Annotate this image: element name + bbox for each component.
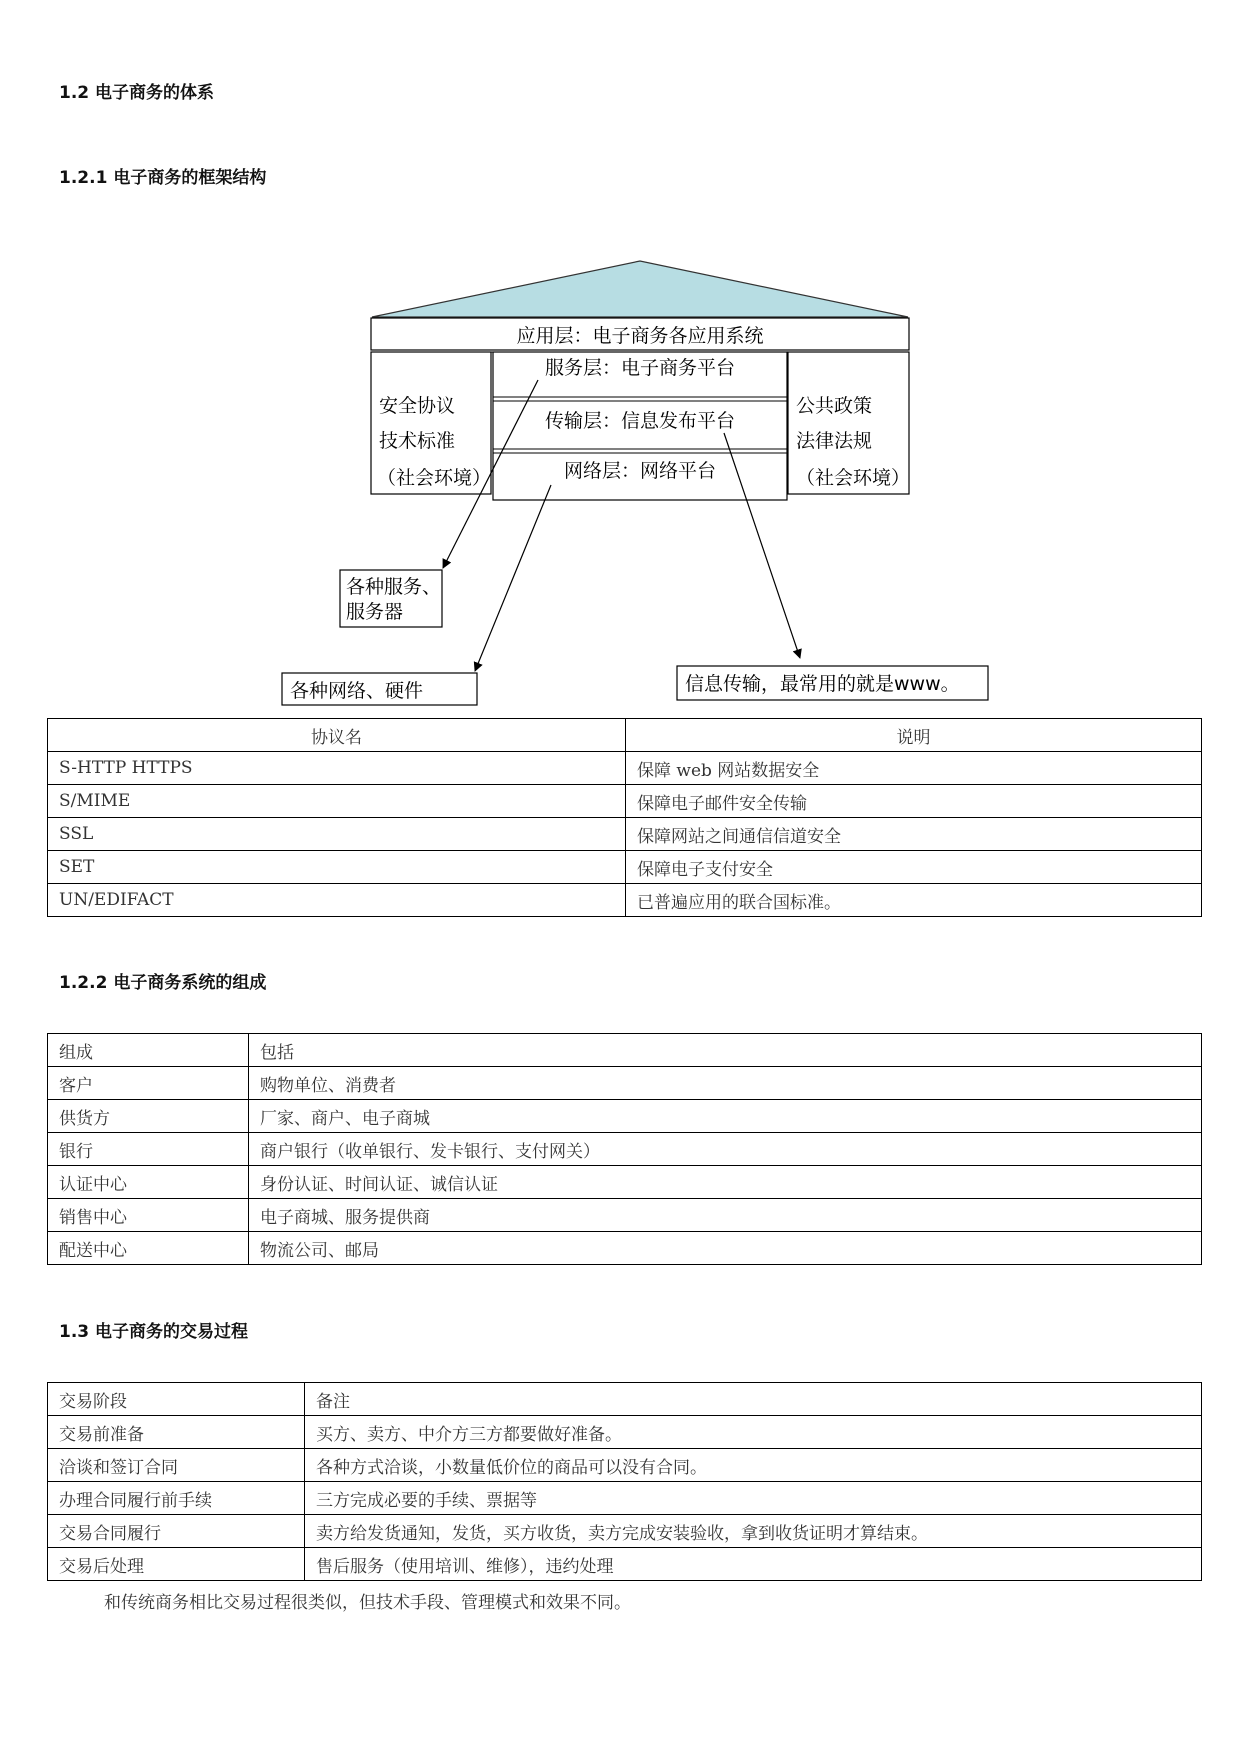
cell-remark: 备注 xyxy=(305,1383,1202,1416)
heading-1-2-2: 1.2.2 电子商务系统的组成 xyxy=(59,973,267,993)
cell-stage: 办理合同履行前手续 xyxy=(48,1482,305,1515)
cell-component: 供货方 xyxy=(48,1100,249,1133)
cell-remark: 卖方给发货通知，发货，买方收货，卖方完成安装验收，拿到收货证明才算结束。 xyxy=(305,1515,1202,1548)
protocol-table xyxy=(47,718,1202,917)
table-header-row xyxy=(48,719,1202,752)
cell-protocol: S/MIME xyxy=(48,785,626,818)
cell-includes: 购物单位、消费者 xyxy=(249,1067,1202,1100)
table-row xyxy=(48,884,1202,917)
cell-stage: 洽谈和签订合同 xyxy=(48,1449,305,1482)
table-row xyxy=(48,1548,1202,1581)
table-row xyxy=(48,1133,1202,1166)
table-row xyxy=(48,851,1202,884)
table-row xyxy=(48,1166,1202,1199)
cell-remark: 售后服务（使用培训、维修），违约处理 xyxy=(305,1548,1202,1581)
cell-component: 组成 xyxy=(48,1034,249,1067)
table-row xyxy=(48,1515,1202,1548)
composition-table xyxy=(47,1033,1202,1265)
service-layer-label: 服务层：电子商务平台 xyxy=(544,357,736,379)
cell-includes: 身份认证、时间认证、诚信认证 xyxy=(249,1166,1202,1199)
right-side-line-3: （社会环境） xyxy=(796,467,911,489)
cell-protocol: S-HTTP HTTPS xyxy=(48,752,626,785)
right-side-line-1: 公共政策 xyxy=(796,395,873,417)
table-row xyxy=(48,818,1202,851)
arrow-to-network xyxy=(475,485,551,671)
cell-description: 保障电子支付安全 xyxy=(626,851,1202,884)
services-box-line-2: 服务器 xyxy=(346,601,404,623)
cell-protocol: SSL xyxy=(48,818,626,851)
table-row xyxy=(48,1449,1202,1482)
transport-layer-label: 传输层：信息发布平台 xyxy=(544,410,736,432)
cell-protocol: SET xyxy=(48,851,626,884)
framework-diagram xyxy=(0,0,1241,720)
table-row xyxy=(48,1383,1202,1416)
cell-stage: 交易合同履行 xyxy=(48,1515,305,1548)
network-layer-label: 网络层：网络平台 xyxy=(563,460,717,482)
heading-1-2-1: 1.2.1 电子商务的框架结构 xyxy=(59,168,267,188)
header-description: 说明 xyxy=(626,719,1202,752)
closing-note: 和传统商务相比交易过程很类似，但技术手段、管理模式和效果不同。 xyxy=(104,1593,631,1613)
cell-includes: 电子商城、服务提供商 xyxy=(249,1199,1202,1232)
cell-includes: 厂家、商户、电子商城 xyxy=(249,1100,1202,1133)
table-row xyxy=(48,1232,1202,1265)
table-row xyxy=(48,1199,1202,1232)
cell-description: 保障网站之间通信信道安全 xyxy=(626,818,1202,851)
cell-includes: 商户银行（收单银行、发卡银行、支付网关） xyxy=(249,1133,1202,1166)
roof-triangle xyxy=(372,261,908,317)
cell-stage: 交易后处理 xyxy=(48,1548,305,1581)
table-row xyxy=(48,1416,1202,1449)
left-side-line-2: 技术标准 xyxy=(379,430,456,452)
cell-component: 认证中心 xyxy=(48,1166,249,1199)
cell-description: 保障 web 网站数据安全 xyxy=(626,752,1202,785)
table-row xyxy=(48,1482,1202,1515)
cell-stage: 交易阶段 xyxy=(48,1383,305,1416)
left-side-line-1: 安全协议 xyxy=(379,395,456,417)
left-side-line-3: （社会环境） xyxy=(377,467,492,489)
header-protocol: 协议名 xyxy=(48,719,626,752)
table-row xyxy=(48,1067,1202,1100)
heading-1-3: 1.3 电子商务的交易过程 xyxy=(59,1322,249,1342)
table-row xyxy=(48,752,1202,785)
cell-component: 银行 xyxy=(48,1133,249,1166)
cell-description: 已普遍应用的联合国标准。 xyxy=(626,884,1202,917)
table-row xyxy=(48,1034,1202,1067)
services-box-line-1: 各种服务、 xyxy=(346,576,442,598)
application-layer-label: 应用层：电子商务各应用系统 xyxy=(516,325,764,347)
cell-includes: 包括 xyxy=(249,1034,1202,1067)
cell-remark: 三方完成必要的手续、票据等 xyxy=(305,1482,1202,1515)
table-row xyxy=(48,1100,1202,1133)
cell-remark: 买方、卖方、中介方三方都要做好准备。 xyxy=(305,1416,1202,1449)
info-box-label: 信息传输，最常用的就是www。 xyxy=(685,673,960,695)
table-row xyxy=(48,785,1202,818)
cell-component: 客户 xyxy=(48,1067,249,1100)
cell-includes: 物流公司、邮局 xyxy=(249,1232,1202,1265)
heading-1-2: 1.2 电子商务的体系 xyxy=(59,83,215,103)
cell-protocol: UN/EDIFACT xyxy=(48,884,626,917)
cell-remark: 各种方式洽谈，小数量低价位的商品可以没有合同。 xyxy=(305,1449,1202,1482)
transaction-table xyxy=(47,1382,1202,1581)
cell-description: 保障电子邮件安全传输 xyxy=(626,785,1202,818)
cell-stage: 交易前准备 xyxy=(48,1416,305,1449)
cell-component: 销售中心 xyxy=(48,1199,249,1232)
network-box-label: 各种网络、硬件 xyxy=(290,680,424,702)
right-side-line-2: 法律法规 xyxy=(796,430,873,452)
cell-component: 配送中心 xyxy=(48,1232,249,1265)
